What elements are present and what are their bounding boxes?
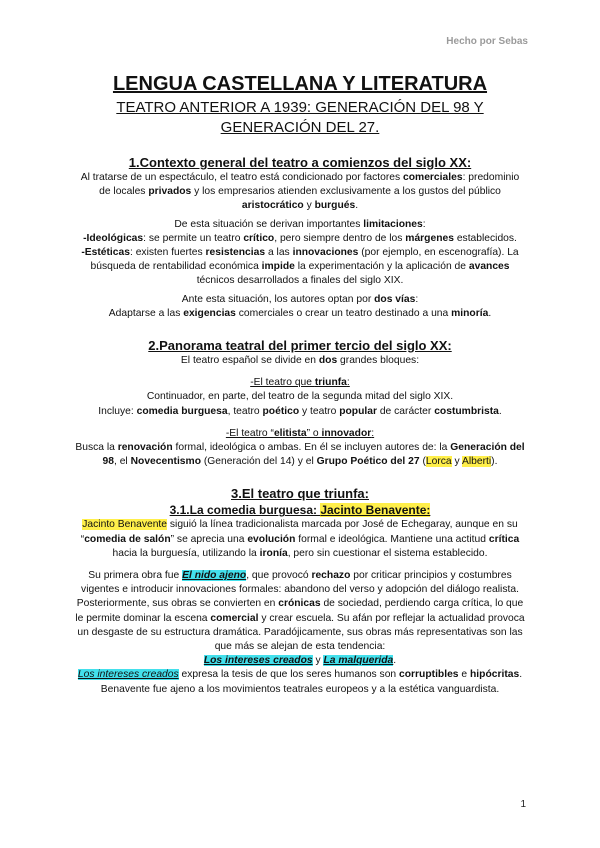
subtitle-line-2: GENERACIÓN DEL 27. xyxy=(220,119,380,136)
section-1-paragraph-6: Adaptarse a las exigencias comerciales o crear un teatro destinado a una minoría. xyxy=(108,307,492,319)
highlight-los-intereses-creados: Los intereses creados xyxy=(203,655,313,667)
highlight-lorca: Lorca xyxy=(425,456,452,468)
highlight-el-nido-ajeno: El nido ajeno xyxy=(182,570,247,582)
highlight-la-malquerida: La malquerida xyxy=(323,655,394,667)
page-number: 1 xyxy=(520,799,526,810)
highlight-benavente: Jacinto Benavente xyxy=(82,519,168,531)
block-2-paragraph-1: Busca la renovación formal, ideológica o ambas. En él se incluyen autores de: la Generación del 98, el Novecentismo (Generación del 14) y el Grupo Poético del 27 (Lorca y Alberti). xyxy=(75,442,525,468)
highlight-alberti: Alberti xyxy=(461,456,492,468)
section-1-paragraph-4: -Estéticas: existen fuertes resistencias a las innovaciones (por ejemplo, en escenografía). La búsqueda de rentabilidad económica impide la experimentación y la aplicación de avances técnicos desarrollados a finales del siglo XIX. xyxy=(81,247,519,287)
header-note: Hecho por Sebas xyxy=(446,36,528,47)
section-2-heading: 2.Panorama teatral del primer tercio del siglo XX: xyxy=(148,338,452,354)
section-1-paragraph-5: Ante esta situación, los autores optan por dos vías: xyxy=(181,293,419,305)
section-3-heading: 3.El teatro que triunfa: xyxy=(231,486,369,502)
highlight-los-intereses-creados-2: Los intereses creados xyxy=(77,669,179,681)
section-1-paragraph-3: -Ideológicas: se permite un teatro crítico, pero siempre dentro de los márgenes establecidos. xyxy=(83,232,517,244)
highlight-benavente-heading: Jacinto Benavente: xyxy=(320,503,431,518)
section-3-paragraph-3: Posteriormente, sus obras se convierten en crónicas de sociedad, perdiendo carga crítica, lo que le permite dominar la escena comercial y crear escuela. Su afán por reflejar la actualidad provoca un desgaste de su estructura dramática. Paradójicamente, sus obras más representativas son las que más se alejan de esta tendencia: xyxy=(75,598,525,653)
block-1-title: -El teatro que triunfa: xyxy=(250,377,350,389)
document-body xyxy=(74,72,526,697)
block-1-paragraph-2: Incluye: comedia burguesa, teatro poético y teatro popular de carácter costumbrista. xyxy=(98,405,502,417)
document-title: LENGUA CASTELLANA Y LITERATURA xyxy=(112,73,488,95)
section-1-heading: 1.Contexto general del teatro a comienzos del siglo XX: xyxy=(128,155,472,170)
section-1-paragraph-1: Al tratarse de un espectáculo, el teatro está condicionado por factores comerciales: predominio de locales privados y los empresarios atienden exclusivamente a los gustos del público aristocrático y burgués. xyxy=(80,172,520,212)
section-3-1-heading: 3.1.La comedia burguesa: Jacinto Benavente: xyxy=(169,503,431,518)
section-1-paragraph-2: De esta situación se derivan importantes limitaciones: xyxy=(174,218,426,230)
document-subtitle xyxy=(74,98,526,138)
section-2-paragraph-1: El teatro español se divide en dos grandes bloques: xyxy=(180,355,420,367)
section-3-paragraph-2: Su primera obra fue El nido ajeno, que provocó rechazo por criticar principios y costumbres vigentes e introducir innovaciones formales: abandono del verso y adopción del diálogo realista. xyxy=(81,570,519,596)
block-1-paragraph-1: Continuador, en parte, del teatro de la segunda mitad del siglo XIX. xyxy=(146,391,454,403)
section-3-paragraph-5: Los intereses creados expresa la tesis de que los seres humanos son corruptibles e hipócritas. Benavente fue ajeno a los movimientos teatrales europeos y a la estética vanguardista. xyxy=(77,669,523,695)
block-2-title: -El teatro “elitista” o innovador: xyxy=(225,427,375,439)
subtitle-line-1: TEATRO ANTERIOR A 1939: GENERACIÓN DEL 98 Y xyxy=(116,99,484,116)
section-3-paragraph-4: Los intereses creados y La malquerida. xyxy=(203,655,397,667)
section-3-paragraph-1: Jacinto Benavente siguió la línea tradicionalista marcada por José de Echegaray, aunque en su “comedia de salón” se aprecia una evolución formal e ideológica. Mantiene una actitud crítica hacia la burguesía, utilizando la ironía, pero sin cuestionar el sistema establecido. xyxy=(80,519,520,559)
